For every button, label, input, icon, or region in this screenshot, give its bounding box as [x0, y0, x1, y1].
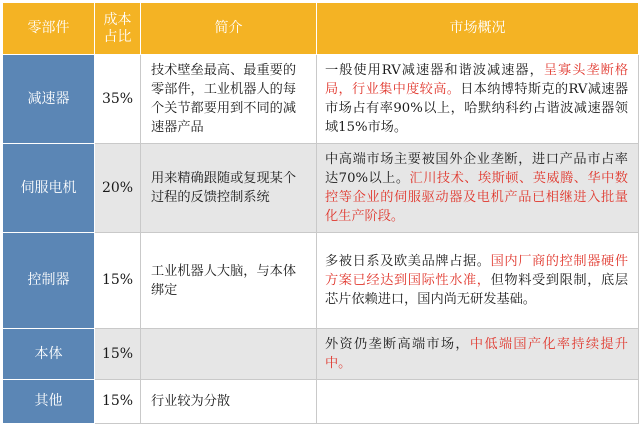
table-row — [3, 233, 639, 329]
share-cell: 15% — [95, 329, 141, 380]
market-highlight: 汇川技术、埃斯顿、英威腾、华中数控等企业的伺服驱动器及电机产品已相继进入批量化生产阶段。 — [325, 171, 628, 224]
header-market: 市场概况 — [317, 3, 639, 55]
intro-cell: 用来精确跟随或复现某个过程的反馈控制系统 — [141, 144, 317, 233]
market-text: 多被日系及欧美品牌占据。 — [325, 254, 491, 269]
table-header-row — [3, 3, 639, 55]
table-row — [3, 55, 639, 144]
market-cell — [317, 55, 639, 144]
intro-cell — [141, 329, 317, 380]
market-text: 日本纳博特斯克的RV减速器市场占有率90%以上，哈默纳科约占谐波减速器领域15%市场。 — [325, 82, 629, 135]
share-cell: 15% — [95, 380, 141, 424]
intro-cell: 工业机器人大脑，与本体绑定 — [141, 233, 317, 329]
market-cell — [317, 380, 639, 424]
header-share-label: 成本占比 — [103, 11, 132, 45]
market-cell — [317, 329, 639, 380]
market-text: 一般使用RV减速器和谐波减速器， — [325, 63, 544, 78]
table-row — [3, 144, 639, 233]
part-cell: 控制器 — [3, 233, 95, 329]
table-row — [3, 329, 639, 380]
share-cell: 35% — [95, 55, 141, 144]
part-cell: 本体 — [3, 329, 95, 380]
part-cell: 伺服电机 — [3, 144, 95, 233]
intro-cell: 行业较为分散 — [141, 380, 317, 424]
market-text: 但物料受到限制，底层芯片依赖进口，国内尚无研发基础。 — [325, 273, 629, 307]
header-component: 零部件 — [3, 3, 95, 55]
market-text: 中高端市场主要被国外企业垄断，进口产品市占率达70%以上。 — [325, 152, 628, 186]
header-share — [95, 3, 141, 55]
header-intro: 简介 — [141, 3, 317, 55]
market-highlight: 呈寡头垄断格局，行业集中度较高。 — [325, 63, 629, 97]
part-cell: 减速器 — [3, 55, 95, 144]
share-cell: 20% — [95, 144, 141, 233]
intro-cell: 技术壁垒最高、最重要的零部件，工业机器人的每个关节都要用到不同的减速器产品 — [141, 55, 317, 144]
market-text: 外资仍垄断高端市场， — [325, 337, 470, 352]
share-cell: 15% — [95, 233, 141, 329]
market-highlight: 国内厂商的控制器硬件方案已经达到国际性水准， — [325, 254, 629, 288]
market-cell — [317, 233, 639, 329]
market-highlight: 中低端国产化率持续提升中。 — [325, 337, 628, 371]
table-row — [3, 380, 639, 424]
robot-components-table — [2, 2, 639, 424]
part-cell: 其他 — [3, 380, 95, 424]
market-cell — [317, 144, 639, 233]
